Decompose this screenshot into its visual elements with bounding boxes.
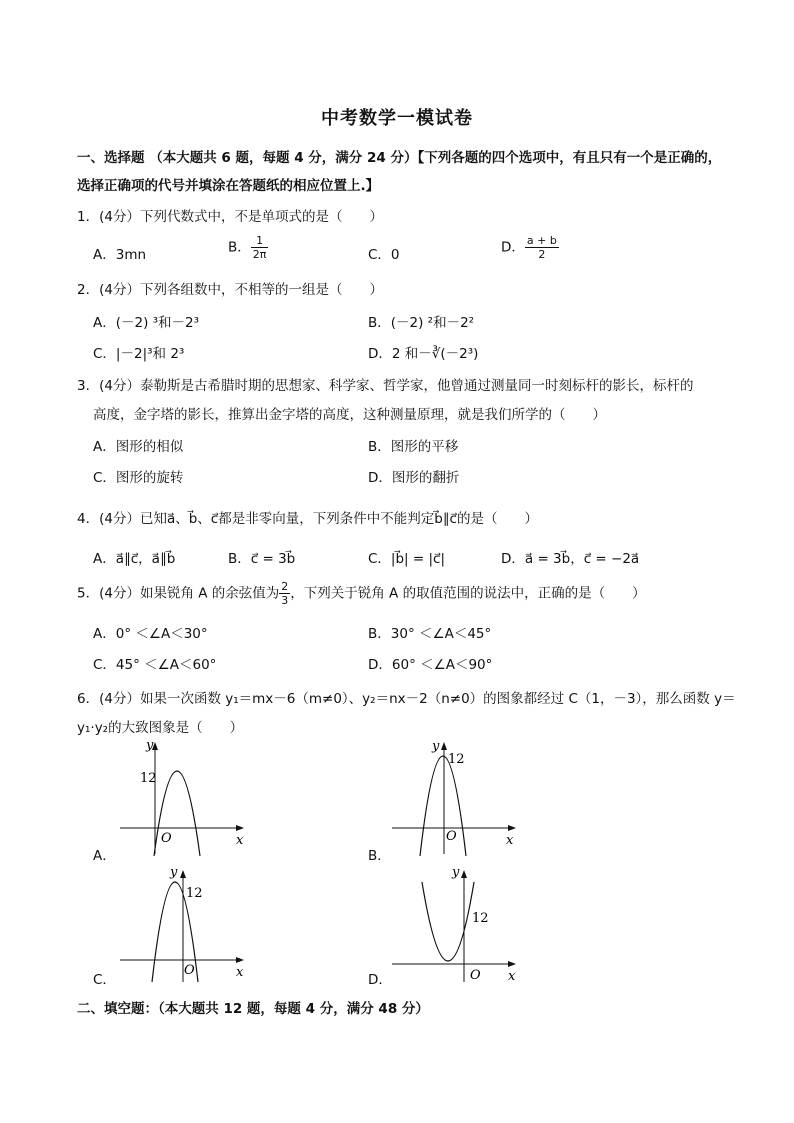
q6-graph-d (388, 862, 528, 984)
q1-option-b-denominator: 2π (252, 248, 267, 261)
q5-fraction (279, 580, 290, 607)
intercept-label: 12 (140, 771, 157, 786)
q6-option-a-label: A． (93, 848, 116, 864)
section1-heading-line1: 一、选择题 （本大题共 6 题，每题 4 分，满分 24 分）【下列各题的四个选项中，有且只有一个是正确的， (77, 150, 722, 166)
parabola-curve (422, 882, 474, 961)
x-axis-arrow-icon (236, 957, 244, 963)
q1-option-b-fraction (251, 234, 269, 261)
q5-fraction-denominator: 3 (281, 594, 289, 607)
q1-option-a: A．3mn (93, 247, 147, 263)
q4-option-c: C．|b⃗| = |c⃗| (368, 551, 446, 567)
q6-stem-line2: y₁·y₂的大致图象是（ ） (77, 720, 244, 736)
q2-option-c: C．|－2|³和 2³ (93, 346, 185, 362)
q1-option-d (501, 234, 559, 261)
q3-option-b: B．图形的平移 (368, 439, 459, 455)
q3-stem-line1: 3．(4分）泰勒斯是古希腊时期的思想家、科学家、哲学家，他曾通过测量同一时刻标杆的影长，标杆的 (77, 378, 694, 394)
y-axis-label: y (170, 865, 178, 880)
section2-heading: 二、填空题：（本大题共 12 题，每题 4 分，满分 48 分） (77, 1001, 429, 1017)
q6-option-d-label: D． (368, 972, 392, 988)
intercept-label: 12 (448, 752, 465, 767)
q5-option-d: D．60° ＜∠A＜90° (368, 657, 493, 673)
origin-label: O (161, 831, 172, 846)
x-axis-label: x (236, 965, 244, 980)
q1-option-b-label: B． (228, 239, 251, 256)
x-axis-label: x (506, 833, 514, 848)
q6-graph-b (388, 736, 528, 858)
q2-stem: 2．(4分）下列各组数中，不相等的一组是（ ） (77, 282, 383, 298)
x-axis-arrow-icon (508, 825, 516, 831)
parabola-curve (420, 756, 466, 856)
q5-option-a: A．0° ＜∠A＜30° (93, 626, 208, 642)
intercept-label: 12 (472, 911, 489, 926)
q6-option-b-label: B． (368, 848, 391, 864)
q5-option-c: C．45° ＜∠A＜60° (93, 657, 217, 673)
y-axis-label: y (432, 739, 440, 754)
x-axis-arrow-icon (236, 825, 244, 831)
q6-stem-line1: 6．(4分）如果一次函数 y₁＝mx－6（m≠0）、y₂＝nx－2（n≠0）的图象都经过 C（1，－3），那么函数 y＝ (77, 691, 736, 707)
y-axis-arrow-icon (441, 742, 447, 750)
x-axis-label: x (236, 833, 244, 848)
q1-option-b-numerator: 1 (251, 234, 269, 248)
q3-option-c: C．图形的旋转 (93, 470, 184, 486)
q2-option-b: B．(－2) ²和－2² (368, 315, 475, 331)
q5-stem (77, 580, 646, 607)
origin-label: O (470, 968, 481, 983)
q4-option-a: A．a⃗∥c⃗，a⃗∥b⃗ (93, 551, 176, 567)
q6-option-c-label: C． (93, 972, 116, 988)
x-axis-label: x (508, 969, 516, 984)
q1-option-d-label: D． (501, 239, 525, 256)
q3-option-d: D．图形的翻折 (368, 470, 460, 486)
q6-graph-a (112, 736, 252, 858)
origin-label: O (446, 829, 457, 844)
q2-option-a: A．(－2) ³和－2³ (93, 315, 200, 331)
q1-option-b (228, 234, 268, 261)
q4-stem: 4．(4分）已知a⃗、b⃗、c⃗都是非零向量，下列条件中不能判定b⃗∥c⃗的是（ ） (77, 511, 538, 527)
q4-option-b: B．c⃗ = 3b⃗ (228, 551, 296, 567)
q6-graph-c (112, 862, 252, 984)
q3-stem-line2: 高度，金字塔的影长，推算出金字塔的高度，这种测量原理，就是我们所学的（ ） (93, 407, 606, 423)
q4-option-d: D．a⃗ = 3b⃗，c⃗ = −2a⃗ (501, 551, 640, 567)
intercept-label: 12 (186, 886, 203, 901)
q1-stem: 1．(4分）下列代数式中，不是单项式的是（ ） (77, 209, 383, 225)
q5-option-b: B．30° ＜∠A＜45° (368, 626, 492, 642)
q5-stem-pre: 5．(4分）如果锐角 A 的余弦值为 (77, 585, 280, 602)
q1-option-d-fraction (525, 234, 559, 261)
q3-option-a: A．图形的相似 (93, 439, 184, 455)
q5-fraction-numerator: 2 (281, 580, 289, 593)
y-axis-label: y (452, 865, 460, 880)
q1-option-d-numerator: a + b (526, 234, 557, 247)
origin-label: O (184, 963, 195, 978)
x-axis-arrow-icon (508, 961, 516, 967)
q1-option-c: C．0 (368, 247, 400, 263)
y-axis-arrow-icon (180, 870, 186, 878)
section1-heading-line2: 选择正确项的代号并填涂在答题纸的相应位置上.】 (77, 178, 380, 194)
q2-option-d: D．2 和－∛(－2³) (368, 346, 479, 362)
q5-stem-post: ，下列关于锐角 A 的取值范围的说法中，正确的是（ ） (290, 585, 646, 602)
y-axis-label: y (146, 738, 154, 753)
y-axis-arrow-icon (461, 870, 467, 878)
q1-option-d-denominator: 2 (538, 248, 546, 261)
page-title: 中考数学一模试卷 (321, 108, 473, 129)
